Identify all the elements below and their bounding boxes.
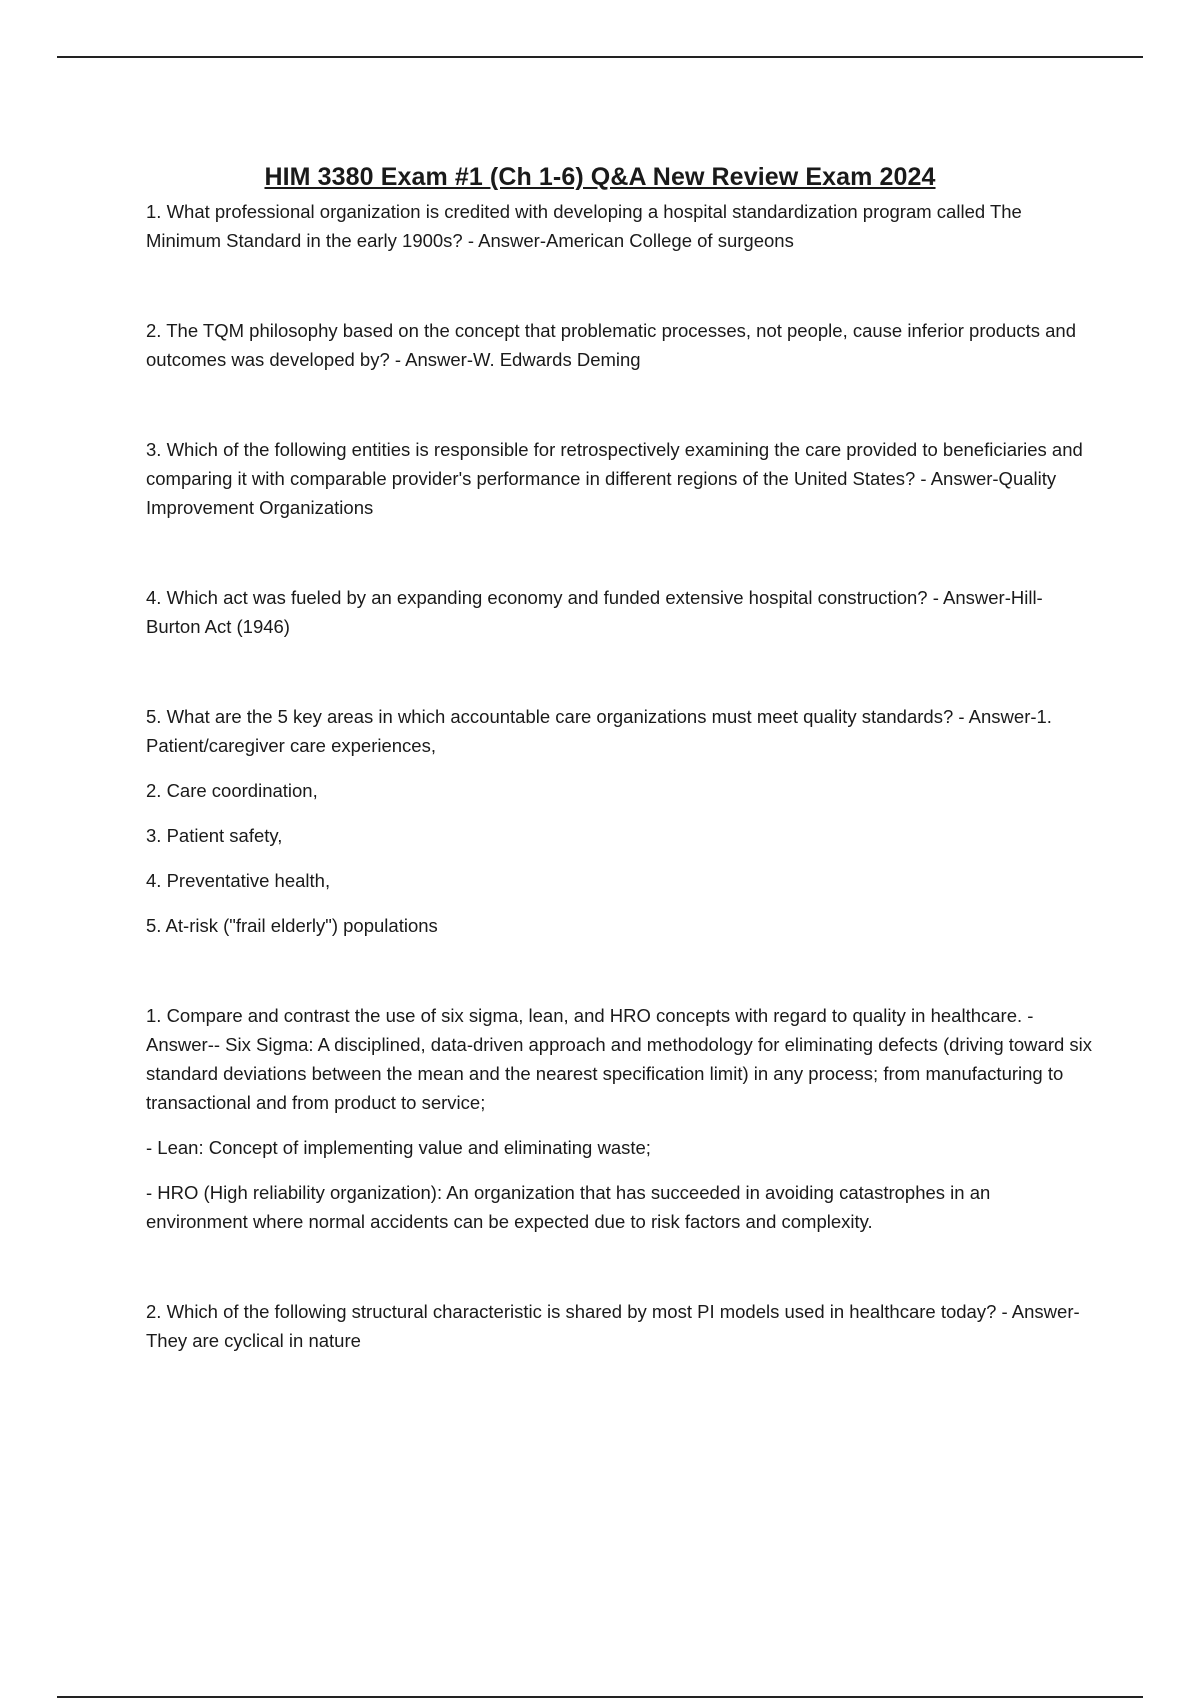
qa-text: 5. What are the 5 key areas in which accountable care organizations must meet quality standards? - Answer-1. Patient/caregiver care experiences, <box>146 706 1052 756</box>
top-divider <box>57 56 1143 58</box>
qa-text: 2. The TQM philosophy based on the concept that problematic processes, not people, cause inferior products and outcomes was developed by? - Answer-W. Edwards Deming <box>146 320 1077 370</box>
qa-item <box>146 583 1096 641</box>
qa-item <box>146 1001 1096 1236</box>
qa-item <box>146 1297 1096 1355</box>
qa-item <box>146 316 1096 374</box>
qa-subline: 3. Patient safety, <box>146 825 283 846</box>
page-title: HIM 3380 Exam #1 (Ch 1-6) Q&A New Review Exam 2024 <box>264 162 936 191</box>
qa-item <box>146 197 1096 255</box>
qa-item <box>146 702 1096 940</box>
qa-subline: 5. At-risk ("frail elderly") populations <box>146 915 438 936</box>
qa-text: 1. Compare and contrast the use of six sigma, lean, and HRO concepts with regard to quality in healthcare. - Answer-- Six Sigma: A disciplined, data-driven approach and methodology for eliminating defects (driving toward six standard deviations between the mean and the nearest specification limit) in any process; from manufacturing to transactional and from product to service; <box>146 1005 1093 1113</box>
qa-text: 3. Which of the following entities is responsible for retrospectively examining the care provided to beneficiaries and comparing it with comparable provider's performance in different regions of the United States? - Answer-Quality Improvement Organizations <box>146 439 1083 518</box>
document-body <box>146 197 1096 1355</box>
qa-subline: - HRO (High reliability organization): An organization that has succeeded in avoiding catastrophes in an environment where normal accidents can be expected due to risk factors and complexity. <box>146 1182 991 1232</box>
qa-subline: 2. Care coordination, <box>146 780 318 801</box>
qa-text: 1. What professional organization is credited with developing a hospital standardization program called The Minimum Standard in the early 1900s? - Answer-American College of surgeons <box>146 201 1022 251</box>
qa-text: 2. Which of the following structural characteristic is shared by most PI models used in healthcare today? - Answer-They are cyclical in nature <box>146 1301 1080 1351</box>
qa-text: 4. Which act was fueled by an expanding economy and funded extensive hospital construction? - Answer-Hill-Burton Act (1946) <box>146 587 1043 637</box>
bottom-divider <box>57 1696 1143 1698</box>
qa-subline: 4. Preventative health, <box>146 870 331 891</box>
qa-item <box>146 435 1096 522</box>
qa-subline: - Lean: Concept of implementing value and eliminating waste; <box>146 1137 651 1158</box>
